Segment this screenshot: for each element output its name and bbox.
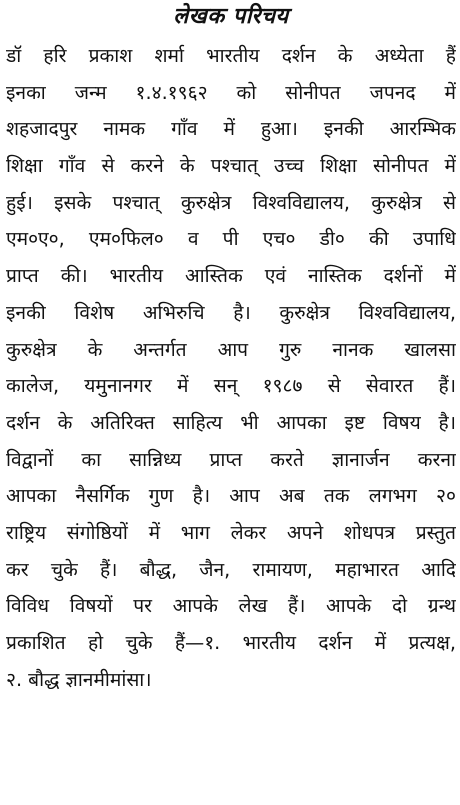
bio-line-2: इनका जन्म १.४.१९६२ को सोनीपत जपनद में <box>6 80 456 104</box>
bio-line-5: हुई। इसके पश्चात् कुरुक्षेत्र विश्वविद्यालय, कुरुक्षेत्र से <box>6 190 456 214</box>
page-title: लेखक परिचय <box>173 4 289 29</box>
bio-line-13: आपका नैसर्गिक गुण है। आप अब तक लगभग २० <box>6 484 456 508</box>
bio-line-1: डॉ हरि प्रकाश शर्मा भारतीय दर्शन के अध्येता हैं <box>6 44 456 67</box>
bio-line-7: प्राप्त की। भारतीय आस्तिक एवं नास्तिक दर्शनों में <box>6 264 456 288</box>
bio-line-6: एम०ए०, एम०फिल० व पी एच० डी० की उपाधि <box>6 227 456 251</box>
bio-line-12: विद्वानों का सान्निध्य प्राप्त करते ज्ञानार्जन करना <box>6 447 456 471</box>
bio-line-9: कुरुक्षेत्र के अन्तर्गत आप गुरु नानक खालसा <box>6 337 456 361</box>
bio-line-16: विविध विषयों पर आपके लेख हैं। आपके दो ग्रन्थ <box>6 594 456 618</box>
bio-line-4: शिक्षा गाँव से करने के पश्चात् उच्च शिक्षा सोनीपत में <box>6 154 456 178</box>
bio-line-3: शहजादपुर नामक गाँव में हुआ। इनकी आरम्भिक <box>6 117 456 141</box>
bio-line-18: २. बौद्ध ज्ञानमीमांसा। <box>6 667 152 691</box>
bio-line-15: कर चुके हैं। बौद्ध, जैन, रामायण, महाभारत आदि <box>6 557 456 581</box>
bio-line-11: दर्शन के अतिरिक्त साहित्य भी आपका इष्ट विषय है। <box>6 410 456 434</box>
bio-line-14: राष्ट्रिय संगोष्ठियों में भाग लेकर अपने शोधपत्र प्रस्तुत <box>6 520 456 544</box>
bio-line-10: कालेज, यमुनानगर में सन् १९८७ से सेवारत हैं। <box>6 374 456 398</box>
bio-line-8: इनकी विशेष अभिरुचि है। कुरुक्षेत्र विश्वविद्यालय, <box>6 300 456 324</box>
author-bio <box>6 38 456 698</box>
bio-line-17: प्रकाशित हो चुके हैं—१. भारतीय दर्शन में प्रत्यक्ष, <box>6 631 456 654</box>
